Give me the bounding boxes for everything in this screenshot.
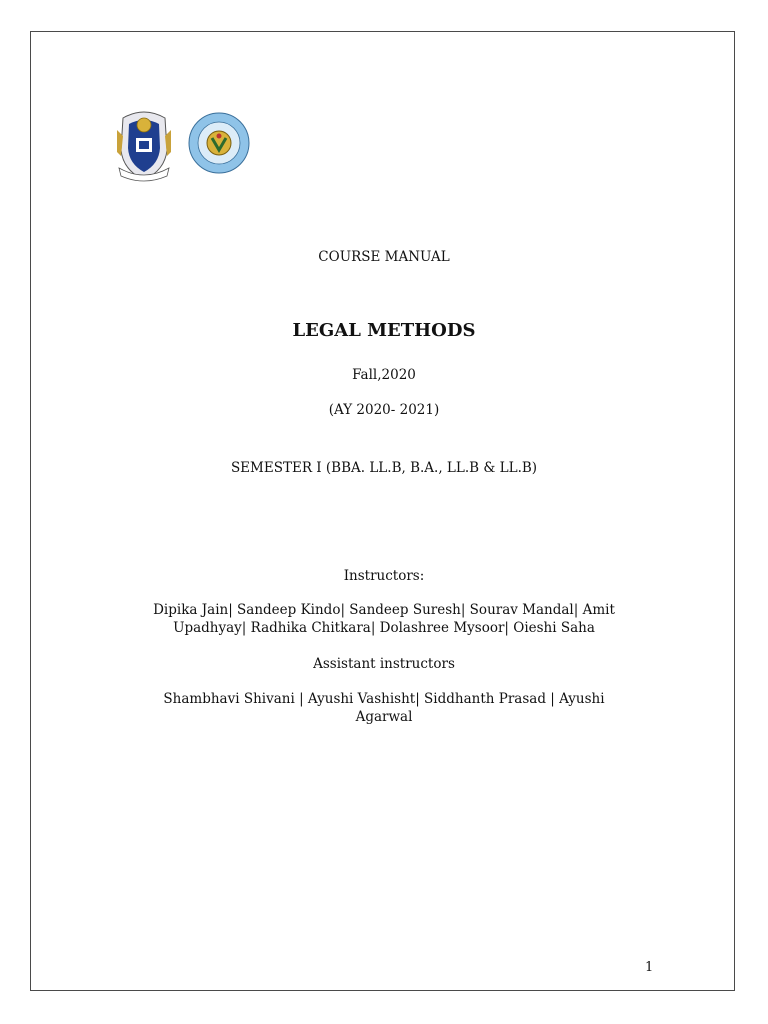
academic-year: (AY 2020- 2021) xyxy=(328,402,440,418)
law-school-seal-icon xyxy=(188,112,250,174)
assistants-line-2: Agarwal xyxy=(355,709,413,725)
instructors-heading: Instructors: xyxy=(343,568,425,584)
instructors-line-2: Upadhyay| Radhika Chitkara| Dolashree Mysoor| Oieshi Saha xyxy=(173,620,595,636)
university-crest-icon xyxy=(115,110,173,182)
instructors-line-1: Dipika Jain| Sandeep Kindo| Sandeep Suresh| Sourav Mandal| Amit xyxy=(153,602,615,618)
course-title: LEGAL METHODS xyxy=(292,320,476,341)
semester: SEMESTER I (BBA. LL.B, B.A., LL.B & LL.B) xyxy=(230,460,538,476)
assistants-line-1: Shambhavi Shivani | Ayushi Vashisht| Siddhanth Prasad | Ayushi xyxy=(163,691,605,707)
page-number: 1 xyxy=(645,960,654,975)
document-type: COURSE MANUAL xyxy=(318,249,450,265)
term: Fall,2020 xyxy=(352,367,416,383)
assistants-heading: Assistant instructors xyxy=(313,656,455,672)
